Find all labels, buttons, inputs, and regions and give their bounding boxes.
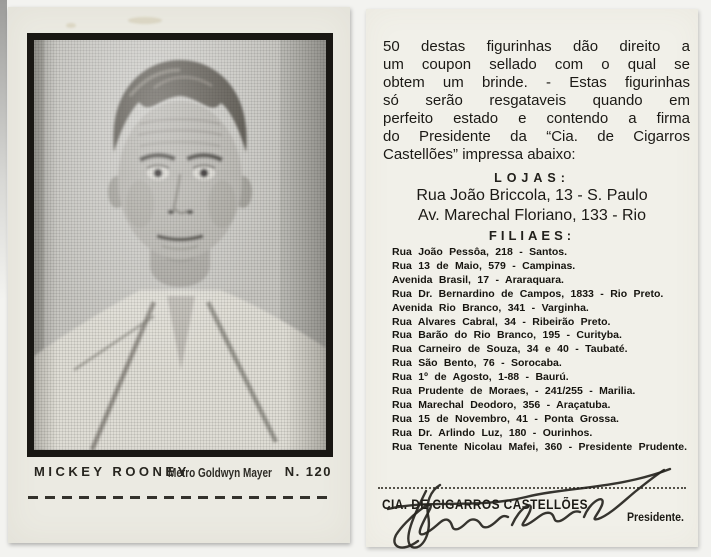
studio-name: Metro Goldwyn Mayer	[168, 466, 272, 480]
redemption-line: obtem um brinde. - Estas figurinhas	[383, 74, 690, 91]
dotted-divider	[378, 487, 686, 489]
branch-address: Rua 1º de Agosto, 1-88 - Baurú.	[392, 371, 569, 384]
portrait-photo	[34, 40, 326, 450]
branch-address: Rua Prudente de Moraes, - 241/255 - Marilia.	[392, 385, 636, 398]
branch-address: Rua Barão do Rio Branco, 195 - Curityba.	[392, 329, 622, 342]
branch-address: Rua 15 de Novembro, 41 - Ponta Grossa.	[392, 412, 619, 425]
card-number: N. 120	[284, 464, 332, 479]
filiaes-heading: FILIAES:	[488, 228, 576, 243]
branch-address: Rua Alvares Cabral, 34 - Ribeirão Preto.	[392, 315, 611, 328]
redemption-line: só serão resgataveis quando em	[383, 92, 690, 109]
branch-address: Rua 13 de Maio, 579 - Campinas.	[392, 259, 576, 272]
redemption-line: perfeito estado e contendo a firma	[383, 110, 690, 127]
mickey-rooney-portrait	[34, 40, 326, 450]
branch-addresses	[392, 246, 687, 455]
actor-name: MICKEY ROONEY	[34, 464, 190, 479]
redemption-line: Castellões” impressa abaixo:	[383, 146, 576, 163]
front-caption-row	[8, 462, 350, 482]
store-addresses	[366, 186, 698, 226]
branch-address: Rua Dr. Bernardino de Campos, 1833 - Rio Preto.	[392, 287, 664, 300]
front-card	[8, 7, 350, 543]
redemption-line: 50 destas figurinhas dão direito a	[383, 38, 690, 55]
branch-address: Rua João Pessôa, 218 - Santos.	[392, 246, 568, 258]
paper-stain	[66, 23, 76, 28]
back-card	[366, 9, 698, 547]
photo-frame	[27, 33, 333, 457]
front-dashed-divider	[28, 496, 330, 499]
store-address: Rua João Briccola, 13 - S. Paulo	[416, 187, 648, 204]
redemption-paragraph	[383, 38, 690, 164]
redemption-line: do Presidente da “Cia. de Cigarros	[383, 128, 690, 145]
paper-stain	[128, 17, 162, 24]
company-name: CIA. DE CIGARROS CASTELLÕES	[382, 497, 588, 512]
branch-address: Rua Marechal Deodoro, 356 - Araçatuba.	[392, 398, 611, 411]
scanner-edge-shadow	[0, 0, 7, 300]
branch-address: Avenida Rio Branco, 341 - Varginha.	[392, 301, 589, 314]
president-title: Presidente.	[626, 512, 684, 524]
branch-address: Avenida Brasil, 17 - Araraquara.	[392, 273, 564, 286]
store-address: Av. Marechal Floriano, 133 - Rio	[418, 207, 646, 224]
branch-address: Rua Carneiro de Souza, 34 e 40 - Taubaté.	[392, 343, 628, 356]
branch-address: Rua Tenente Nicolau Mafei, 360 - Presidente Prudente.	[392, 440, 688, 453]
redemption-line: um coupon sellado com o qual se	[383, 56, 690, 73]
branch-address: Rua Dr. Arlindo Luz, 180 - Ourinhos.	[392, 426, 593, 439]
lojas-heading: LOJAS:	[494, 171, 570, 185]
branch-address: Rua São Bento, 76 - Sorocaba.	[392, 357, 562, 370]
